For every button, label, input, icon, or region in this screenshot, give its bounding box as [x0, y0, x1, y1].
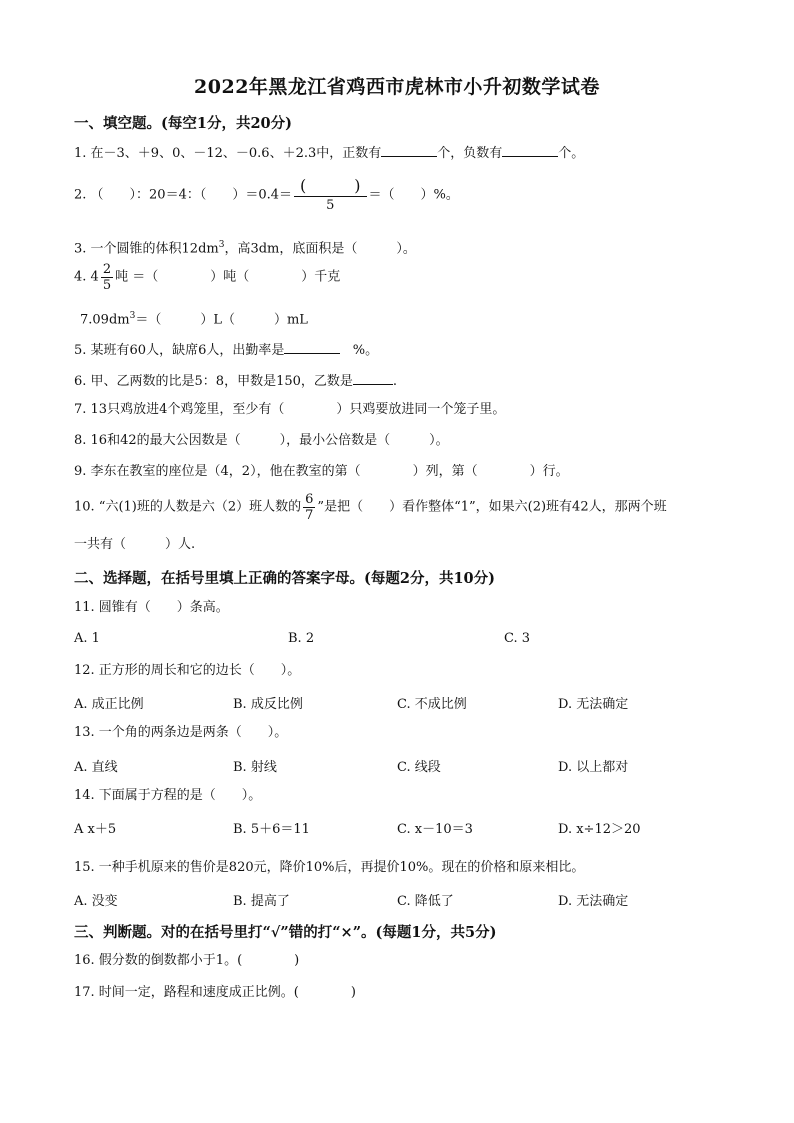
section-choice: 二、选择题，在括号里填上正确的答案字母。(每题2分，共10分) — [74, 570, 495, 587]
question-12-option-a[interactable]: A. 成正比例 — [74, 697, 144, 712]
question-6 — [74, 370, 397, 391]
question-15-option-c[interactable]: C. 降低了 — [397, 894, 454, 909]
question-10-text-a: 10. “六(1)班的人数是六（2）班人数的 — [74, 499, 302, 515]
question-15-stem: 15. 一种手机原来的售价是820元，降价10%后，再提价10%。现在的价格和原来相比。 — [74, 860, 585, 875]
question-7: 7. 13只鸡放进4个鸡笼里，至少有（ ）只鸡要放进同一个笼子里。 — [74, 402, 506, 417]
fraction-denominator: 7 — [305, 508, 314, 523]
question-13-option-a[interactable]: A. 直线 — [74, 760, 118, 775]
question-14-option-d[interactable]: D. x÷12＞20 — [558, 822, 641, 837]
question-10-part-2: 一共有（ ）人. — [74, 537, 196, 552]
question-1 — [74, 142, 584, 163]
question-14-option-a[interactable]: A x＋5 — [74, 822, 117, 837]
question-15-option-d[interactable]: D. 无法确定 — [558, 894, 629, 909]
fraction — [101, 262, 113, 293]
question-1-text-b: 个，负数有 — [437, 146, 503, 161]
question-6-text-b: . — [392, 374, 398, 389]
question-13-stem: 13. 一个角的两条边是两条（ ）。 — [74, 725, 288, 740]
question-16: 16. 假分数的倒数都小于1。( ) — [74, 953, 300, 968]
question-2 — [74, 176, 459, 215]
fraction-numerator: 6 — [305, 492, 314, 507]
question-5-text-a: 5. 某班有60人，缺席6人，出勤率是 — [74, 343, 285, 358]
fraction-denominator: 5 — [102, 278, 112, 293]
section-true-false: 三、判断题。对的在括号里打“√”错的打“×”。(每题1分，共5分) — [74, 924, 497, 941]
fraction-numerator: ( ) — [294, 176, 367, 197]
question-3-text-b: ，高3dm，底面积是（ ）。 — [224, 241, 416, 257]
question-4-text-b: 吨 ＝（ ）吨（ ）千克 — [115, 269, 341, 285]
question-4-text-a: 4. 4 — [74, 269, 99, 285]
question-11-stem: 11. 圆锥有（ ）条高。 — [74, 600, 229, 615]
question-14-stem: 14. 下面属于方程的是（ ）。 — [74, 788, 262, 803]
question-14-option-c[interactable]: C. x－10＝3 — [397, 822, 473, 837]
question-14-option-b[interactable]: B. 5＋6＝11 — [233, 822, 310, 837]
question-12-option-b[interactable]: B. 成反比例 — [233, 697, 303, 712]
superscript: 3 — [218, 240, 225, 250]
fraction — [303, 492, 315, 523]
question-11-option-a[interactable]: A. 1 — [74, 631, 100, 646]
question-2-text-a: 2. （ ）：20＝4：（ ）＝0.4＝ — [74, 187, 293, 203]
question-3-text-a: 3. 一个圆锥的体积12dm — [74, 241, 219, 257]
question-8: 8. 16和42的最大公因数是（ ），最小公倍数是（ ）。 — [74, 433, 449, 448]
question-11-option-c[interactable]: C. 3 — [504, 631, 531, 646]
question-4b-text-b: ＝（ ）L（ ）mL — [135, 312, 308, 328]
question-12-option-d[interactable]: D. 无法确定 — [558, 697, 629, 712]
question-13-option-c[interactable]: C. 线段 — [397, 760, 441, 775]
question-1-text-a: 1. 在－3、＋9、0、－12、－0.6、＋2.3中，正数有 — [74, 146, 382, 161]
question-15-option-a[interactable]: A. 没变 — [74, 894, 118, 909]
question-5-text-b: %。 — [352, 343, 379, 358]
question-4-part-2 — [80, 307, 308, 329]
question-12-stem: 12. 正方形的周长和它的边长（ ）。 — [74, 663, 301, 678]
fraction-denominator: 5 — [326, 198, 335, 213]
question-4b-text-a: 7.09dm — [80, 312, 130, 328]
answer-blank[interactable] — [284, 339, 340, 354]
question-10 — [74, 492, 667, 523]
question-17: 17. 时间一定，路程和速度成正比例。( ) — [74, 985, 356, 1000]
question-1-text-c: 个。 — [558, 146, 585, 161]
question-11-option-b[interactable]: B. 2 — [288, 631, 315, 646]
question-4 — [74, 262, 340, 293]
question-5 — [74, 339, 378, 360]
fraction-numerator: 2 — [102, 262, 112, 277]
question-9: 9. 李东在教室的座位是（4，2），他在教室的第（ ）列，第（ ）行。 — [74, 464, 569, 479]
answer-blank[interactable] — [381, 142, 437, 157]
page-title: 2022年黑龙江省鸡西市虎林市小升初数学试卷 — [194, 76, 600, 98]
question-13-option-b[interactable]: B. 射线 — [233, 760, 277, 775]
question-3 — [74, 236, 416, 258]
question-15-option-b[interactable]: B. 提高了 — [233, 894, 290, 909]
question-12-option-c[interactable]: C. 不成比例 — [397, 697, 467, 712]
question-13-option-d[interactable]: D. 以上都对 — [558, 760, 629, 775]
fraction — [294, 176, 367, 215]
answer-blank[interactable] — [502, 142, 558, 157]
superscript: 3 — [129, 311, 136, 321]
question-2-text-b: ＝（ ）%。 — [368, 187, 459, 203]
question-6-text-a: 6. 甲、乙两数的比是5：8，甲数是150，乙数是 — [74, 374, 353, 389]
section-fill-in: 一、填空题。(每空1分，共20分) — [74, 115, 292, 132]
answer-blank[interactable] — [353, 370, 393, 385]
question-10-text-b: ”是把（ ）看作整体“1”，如果六(2)班有42人，那两个班 — [317, 499, 667, 515]
